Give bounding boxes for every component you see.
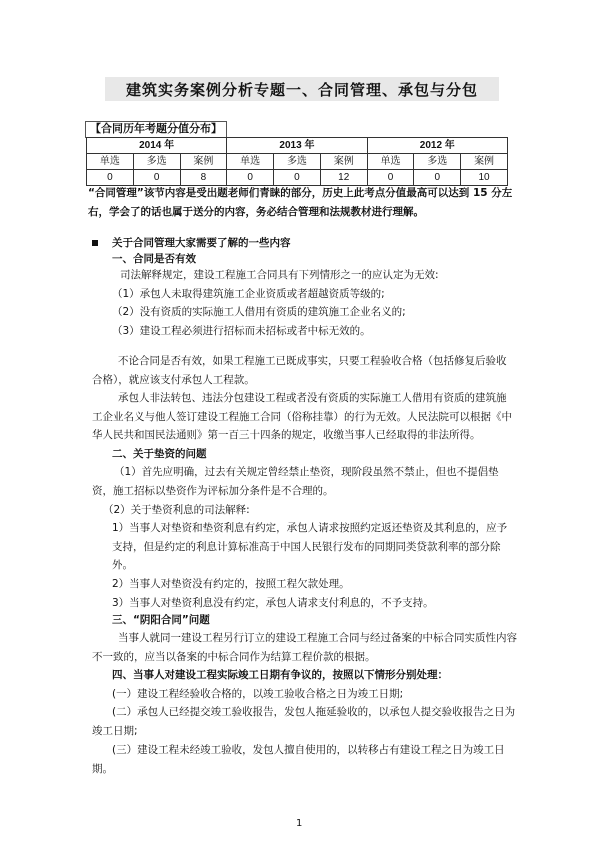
main-heading	[92, 235, 291, 250]
value-cell: 0	[133, 170, 180, 186]
section-1-item: （1）承包人未取得建筑施工企业资质或者超越资质等级的;	[112, 288, 385, 300]
value-cell: 0	[367, 170, 414, 186]
square-bullet-icon	[92, 240, 98, 246]
year-header: 2012 年	[367, 138, 507, 154]
value-cell: 0	[227, 170, 274, 186]
year-header: 2014 年	[87, 138, 227, 154]
year-header: 2013 年	[227, 138, 367, 154]
type-cell: 单选	[227, 154, 274, 170]
note-quoted-term: “合同管理”	[88, 187, 144, 199]
section-1-item: （3）建设工程必须进行招标而未招标或者中标无效的。	[112, 325, 371, 337]
section-1-para-1: 不论合同是否有效，如果工程施工已既成事实，只要工程验收合格（包括修复后验收合格），就应该支付承包人工程款。	[92, 355, 507, 386]
type-cell: 案例	[180, 154, 227, 170]
type-cell: 案例	[320, 154, 367, 170]
type-cell: 多选	[133, 154, 180, 170]
section-4-item: (一）建设工程经验收合格的，以竣工验收合格之日为竣工日期;	[112, 688, 404, 700]
note-text: 该节内容是受出题老师们青睐的部分，历史上此考点分值最高可以达到 15 分左右，学会了的话也属于送分的内容，务必结合管理和法规教材进行理解。	[88, 187, 513, 218]
type-cell: 多选	[414, 154, 461, 170]
section-1-para-2: 承包人非法转包、违法分包建设工程或者没有资质的实际施工人借用有资质的建筑施工企业名义与他人签订建设工程施工合同（俗称挂靠）的行为无效。人民法院可以根据《中华人民共和国民法通则》第一百三十四条的规定，收缴当事人已经取得的非法所得。	[92, 392, 512, 441]
section-2-sub-item: 2）当事人对垫资没有约定的，按照工程欠款处理。	[112, 578, 350, 590]
section-4-title: 四、当事人对建设工程实际竣工日期有争议的，按照以下情形分别处理：	[112, 669, 448, 681]
section-4-item: (三）建设工程未经竣工验收，发包人擅自使用的，以转移占有建设工程之日为竣工日期。	[92, 744, 505, 775]
type-cell: 单选	[367, 154, 414, 170]
score-table-year-row	[87, 138, 508, 154]
section-1-item: （2）没有资质的实际施工人借用有资质的建筑施工企业名义的;	[112, 306, 406, 318]
section-2-sub-item: 3）当事人对垫资利息没有约定，承包人请求支付利息的，不予支持。	[112, 597, 434, 609]
section-2-sub-item: 1）当事人对垫资和垫资利息有约定，承包人请求按照约定返还垫资及其利息的，应予支持，但是约定的利息计算标准高于中国人民银行发布的同期同类贷款利率的部分除外。	[112, 522, 508, 571]
section-2-title: 二、关于垫资的问题	[112, 448, 207, 460]
value-cell: 0	[414, 170, 461, 186]
section-2-item-1: （1）首先应明确，过去有关规定曾经禁止垫资，现阶段虽然不禁止，但也不提倡垫资，施工招标以垫资作为评标加分条件是不合理的。	[92, 466, 499, 497]
section-3-para: 当事人就同一建设工程另行订立的建设工程施工合同与经过备案的中标合同实质性内容不一致的，应当以备案的中标合同作为结算工程价款的根据。	[92, 632, 517, 663]
value-cell: 8	[180, 170, 227, 186]
value-cell: 0	[274, 170, 321, 186]
score-table-label: 【合同历年考题分值分布】	[85, 121, 227, 138]
section-1-intro: 司法解释规定，建设工程施工合同具有下列情形之一的应认定为无效:	[120, 269, 439, 281]
value-cell: 10	[461, 170, 508, 186]
score-table	[86, 137, 508, 186]
section-2-item-2-title: （2）关于垫资利息的司法解释:	[103, 504, 250, 516]
type-cell: 案例	[461, 154, 508, 170]
score-table-type-row	[87, 154, 508, 170]
type-cell: 多选	[274, 154, 321, 170]
intro-note	[88, 184, 513, 222]
document-title: 建筑实务案例分析专题一、合同管理、承包与分包	[125, 80, 478, 99]
value-cell: 12	[320, 170, 367, 186]
type-cell: 单选	[87, 154, 134, 170]
title-banner	[105, 77, 499, 101]
section-1-title: 一、合同是否有效	[112, 253, 196, 265]
section-3-title: 三、“阴阳合同”问题	[112, 614, 210, 626]
main-heading-text: 关于合同管理大家需要了解的一些内容	[112, 237, 291, 249]
section-4-item: (二）承包人已经提交竣工验收报告，发包人拖延验收的，以承包人提交验收报告之日为竣工日期;	[92, 706, 516, 737]
value-cell: 0	[87, 170, 134, 186]
page-number: 1	[296, 818, 303, 829]
